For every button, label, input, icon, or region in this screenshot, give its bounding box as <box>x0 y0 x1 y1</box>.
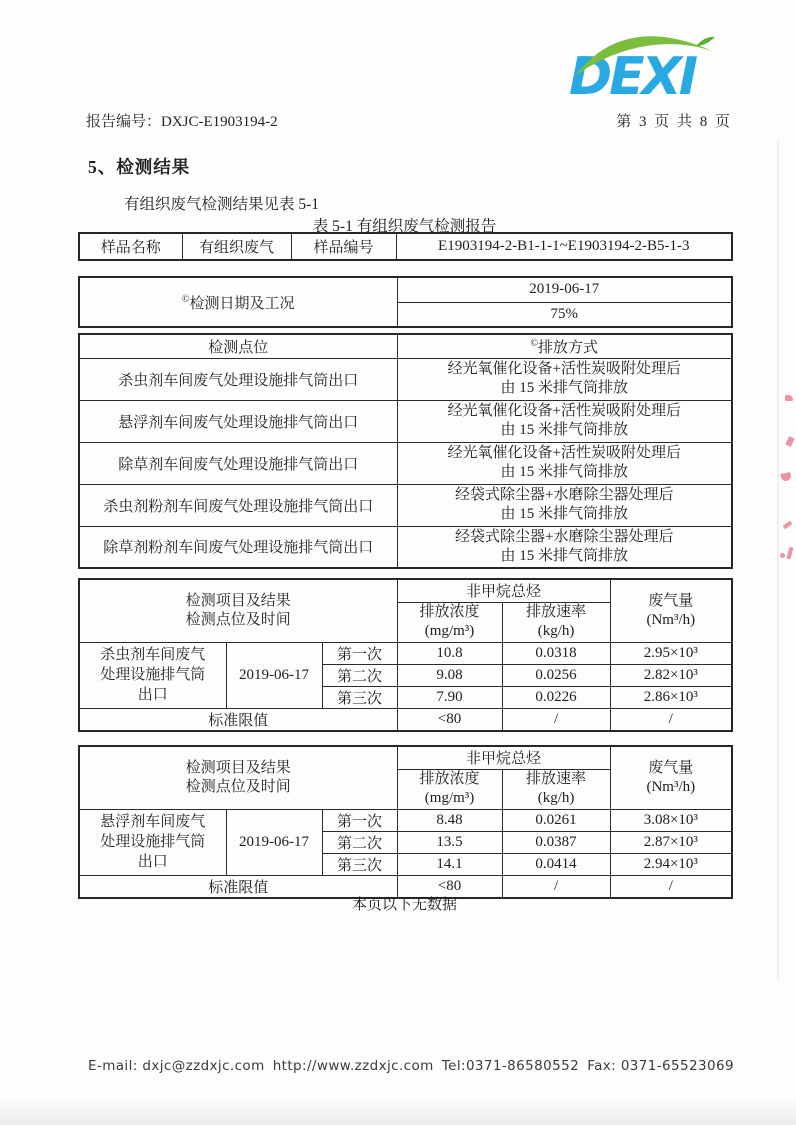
group-header-nmhc: 非甲烷总烃 <box>397 746 610 769</box>
point-name: 除草剂车间废气处理设施排气筒出口 <box>79 442 397 484</box>
rate-value: 0.0318 <box>502 642 610 664</box>
limit-label: 标准限值 <box>79 875 397 898</box>
test-date: 2019-06-17 <box>226 809 322 875</box>
footer-email: E-mail: dxjc@zzdxjc.com <box>88 1058 265 1074</box>
section-title: 5、检测结果 <box>88 157 191 177</box>
rate-header <box>502 602 610 642</box>
table-row <box>79 809 732 831</box>
footnote-marker: © <box>181 293 190 305</box>
logo-text: DEXI <box>569 47 696 106</box>
scan-bottom-shadow <box>0 1098 796 1125</box>
flow-header <box>610 746 732 809</box>
rate-value: 0.0414 <box>502 853 610 875</box>
point-line2: 处理设施排气筒 <box>100 667 206 683</box>
group-header-nmhc: 非甲烷总烃 <box>397 579 610 602</box>
dexi-logo <box>568 24 718 106</box>
rate-unit: (kg/h) <box>537 790 575 806</box>
col-header-mode-text: 排放方式 <box>538 339 599 356</box>
run-label: 第三次 <box>322 853 397 875</box>
mode-line2: 由 15 米排气筒排放 <box>500 547 628 564</box>
conc-value: 10.8 <box>397 642 502 664</box>
table-header-row <box>79 579 732 602</box>
table-row <box>79 642 732 664</box>
point-name: 悬浮剂车间废气处理设施排气筒出口 <box>79 400 397 442</box>
conc-value: 9.08 <box>397 664 502 686</box>
annotation-mark <box>787 547 794 560</box>
flow-unit: (Nm³/h) <box>646 778 696 795</box>
mode-line1: 经光氧催化设备+活性炭吸附处理后 <box>447 403 681 419</box>
header-line1: 检测项目及结果 <box>185 759 291 776</box>
rate-value: 0.0256 <box>502 664 610 686</box>
run-label: 第二次 <box>322 831 397 853</box>
conc-value: 8.48 <box>397 809 502 831</box>
annotation-mark <box>785 395 793 401</box>
limit-flow: / <box>610 875 732 898</box>
table-caption: 表 5-1 有组织废气检测报告 <box>312 218 497 235</box>
point-name: 杀虫剂车间废气处理设施排气筒出口 <box>79 358 397 400</box>
annotation-mark <box>783 521 793 529</box>
footer-fax: Fax: 0371-65523069 <box>587 1058 734 1074</box>
intro-text: 有组织废气检测结果见表 5-1 <box>124 196 320 213</box>
condition-label <box>79 277 397 327</box>
test-date: 2019-06-17 <box>226 642 322 708</box>
flow-value: 2.82×10³ <box>610 664 732 686</box>
sample-name-value: 有组织废气 <box>182 233 291 260</box>
rate-unit: (kg/h) <box>537 623 575 639</box>
table-row <box>79 233 732 260</box>
conc-header <box>397 769 502 809</box>
point-line1: 杀虫剂车间废气 <box>100 647 206 663</box>
limit-label: 标准限值 <box>79 708 397 731</box>
condition-table <box>78 276 733 328</box>
rate-value: 0.0226 <box>502 686 610 708</box>
sample-info-table <box>78 232 733 261</box>
limit-flow: / <box>610 708 732 731</box>
footer-tel: Tel:0371-86580552 <box>441 1058 580 1074</box>
rate-label: 排放速率 <box>526 771 587 787</box>
condition-load: 75% <box>397 302 732 327</box>
limit-rate: / <box>502 875 610 898</box>
emission-points-table <box>78 333 733 569</box>
conc-unit: (mg/m³) <box>424 790 475 806</box>
point-name: 除草剂粉剂车间废气处理设施排气筒出口 <box>79 526 397 568</box>
point-line1: 悬浮剂车间废气 <box>100 814 206 830</box>
sample-code-label: 样品编号 <box>291 233 396 260</box>
mode-line1: 经袋式除尘器+水磨除尘器处理后 <box>455 487 674 503</box>
sample-code-value: E1903194-2-B1-1-1~E1903194-2-B5-1-3 <box>396 233 732 260</box>
point-name <box>79 809 226 875</box>
annotation-mark <box>780 472 791 482</box>
flow-label: 废气量 <box>648 759 694 776</box>
header-line2: 检测点位及时间 <box>185 778 291 795</box>
no-more-data-note: 本页以下无数据 <box>351 897 457 913</box>
emission-mode <box>397 442 732 484</box>
mode-line2: 由 15 米排气筒排放 <box>500 464 628 480</box>
conc-value: 13.5 <box>397 831 502 853</box>
mode-line1: 经袋式除尘器+水磨除尘器处理后 <box>455 528 674 545</box>
conc-value: 7.90 <box>397 686 502 708</box>
page-header <box>86 110 732 131</box>
table-row <box>79 277 732 302</box>
conc-unit: (mg/m³) <box>424 623 475 639</box>
annotation-mark <box>780 553 785 558</box>
flow-header <box>610 579 732 642</box>
point-name <box>79 642 226 708</box>
header-items <box>79 746 397 809</box>
table-row <box>79 484 732 526</box>
point-line3: 出口 <box>137 687 168 703</box>
col-header-mode <box>397 334 732 358</box>
table-header-row <box>79 746 732 769</box>
footnote-marker: © <box>530 337 539 349</box>
logo-leaf-tip-icon <box>696 37 715 46</box>
flow-value: 2.94×10³ <box>610 853 732 875</box>
table-row <box>79 400 732 442</box>
run-label: 第一次 <box>322 642 397 664</box>
header-line2: 检测点位及时间 <box>185 611 291 628</box>
conc-label: 排放浓度 <box>419 771 480 787</box>
run-label: 第三次 <box>322 686 397 708</box>
table-row <box>79 526 732 568</box>
limit-conc: <80 <box>397 875 502 898</box>
run-label: 第二次 <box>322 664 397 686</box>
emission-mode <box>397 358 732 400</box>
sample-name-label: 样品名称 <box>79 233 182 260</box>
page-edge-shadow <box>777 140 779 980</box>
table-row <box>79 358 732 400</box>
conc-value: 14.1 <box>397 853 502 875</box>
dexi-logo-graphic <box>568 24 718 106</box>
emission-mode <box>397 400 732 442</box>
limit-row <box>79 708 732 731</box>
header-line1: 检测项目及结果 <box>185 592 291 609</box>
footer-website: http://www.zzdxjc.com <box>272 1058 434 1074</box>
condition-label-text: 检测日期及工况 <box>189 295 295 312</box>
condition-date: 2019-06-17 <box>397 277 732 302</box>
conc-label: 排放浓度 <box>419 604 480 620</box>
flow-value: 2.95×10³ <box>610 642 732 664</box>
page-number: 第 3 页 共 8 页 <box>616 114 732 130</box>
emission-mode <box>397 526 732 568</box>
limit-conc: <80 <box>397 708 502 731</box>
margin-annotation-marks <box>779 395 796 580</box>
point-name: 杀虫剂粉剂车间废气处理设施排气筒出口 <box>79 484 397 526</box>
page-footer <box>88 1058 734 1074</box>
flow-value: 2.87×10³ <box>610 831 732 853</box>
header-items <box>79 579 397 642</box>
flow-value: 2.86×10³ <box>610 686 732 708</box>
emission-mode <box>397 484 732 526</box>
col-header-point: 检测点位 <box>79 334 397 358</box>
rate-value: 0.0387 <box>502 831 610 853</box>
mode-line1: 经光氧催化设备+活性炭吸附处理后 <box>447 445 681 461</box>
point-line2: 处理设施排气筒 <box>100 834 206 850</box>
results-table-2 <box>78 745 733 899</box>
limit-rate: / <box>502 708 610 731</box>
flow-unit: (Nm³/h) <box>646 611 696 628</box>
mode-line1: 经光氧催化设备+活性炭吸附处理后 <box>447 361 681 377</box>
flow-label: 废气量 <box>648 592 694 609</box>
run-label: 第一次 <box>322 809 397 831</box>
report-number: 报告编号：DXJC-E1903194-2 <box>86 114 278 130</box>
rate-header <box>502 769 610 809</box>
flow-value: 3.08×10³ <box>610 809 732 831</box>
rate-label: 排放速率 <box>526 604 587 620</box>
point-line3: 出口 <box>137 854 168 870</box>
mode-line2: 由 15 米排气筒排放 <box>500 380 628 396</box>
table-header-row <box>79 334 732 358</box>
results-table-1 <box>78 578 733 732</box>
mode-line2: 由 15 米排气筒排放 <box>500 506 628 522</box>
conc-header <box>397 602 502 642</box>
mode-line2: 由 15 米排气筒排放 <box>500 422 628 438</box>
annotation-mark <box>785 436 794 447</box>
table-row <box>79 442 732 484</box>
rate-value: 0.0261 <box>502 809 610 831</box>
